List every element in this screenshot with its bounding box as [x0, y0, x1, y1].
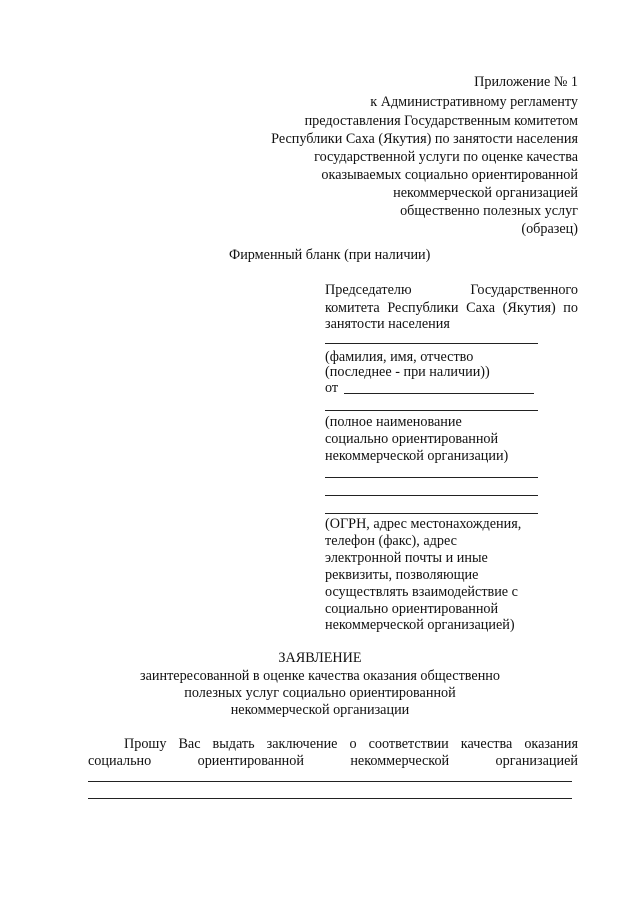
body-line: Прошу Вас выдать заключение о соответствии качества оказания [124, 736, 578, 752]
requisites-fill-line [325, 495, 538, 496]
appendix-line: к Административному регламенту [370, 94, 578, 110]
fio-fill-line [325, 343, 538, 344]
statement-subtitle: заинтересованной в оценке качества оказания общественно [139, 668, 500, 684]
appendix-line: (образец) [521, 221, 578, 237]
statement-subtitle: некоммерческой организации [230, 702, 410, 718]
appendix-line: предоставления Государственным комитетом [304, 113, 578, 129]
org-fill-line [325, 410, 538, 411]
appendix-line: Республики Саха (Якутия) по занятости населения [271, 131, 578, 147]
body-line: социально ориентированной некоммерческой организацией [88, 753, 578, 769]
body-fill-line [88, 798, 572, 799]
appendix-line: государственной услуги по оценке качества [314, 149, 578, 165]
fio-hint: (фамилия, имя, отчество [325, 349, 474, 365]
requisites-hint: (ОГРН, адрес местонахождения, [325, 516, 522, 532]
from-label: от [325, 380, 339, 396]
addressee-text: комитета Республики Саха (Якутия) по [325, 300, 578, 316]
org-hint: социально ориентированной [325, 431, 499, 447]
appendix-line: некоммерческой организацией [393, 185, 578, 201]
fio-hint: (последнее - при наличии)) [325, 364, 490, 380]
addressee-text: занятости населения [325, 316, 450, 332]
requisites-hint: телефон (факс), адрес [325, 533, 457, 549]
statement-title: ЗАЯВЛЕНИЕ [278, 650, 362, 666]
appendix-line: общественно полезных услуг [400, 203, 578, 219]
letterhead-note: Фирменный бланк (при наличии) [229, 247, 431, 263]
requisites-hint: социально ориентированной [325, 601, 499, 617]
appendix-line: Приложение № 1 [474, 74, 578, 90]
requisites-hint: электронной почты и иные [325, 550, 488, 566]
requisites-hint: осуществлять взаимодействие с [325, 584, 518, 600]
appendix-line: оказываемых социально ориентированной [321, 167, 578, 183]
requisites-hint: некоммерческой организацией) [325, 617, 515, 633]
from-fill-line [344, 393, 534, 394]
org-hint: некоммерческой организации) [325, 448, 509, 464]
org-hint: (полное наименование [325, 414, 462, 430]
requisites-fill-line [325, 477, 538, 478]
addressee-text: Председателю [325, 282, 412, 298]
body-fill-line [88, 781, 572, 782]
addressee-text: Государственного [470, 282, 578, 298]
statement-subtitle: полезных услуг социально ориентированной [184, 685, 456, 701]
requisites-hint: реквизиты, позволяющие [325, 567, 479, 583]
requisites-fill-line [325, 513, 538, 514]
